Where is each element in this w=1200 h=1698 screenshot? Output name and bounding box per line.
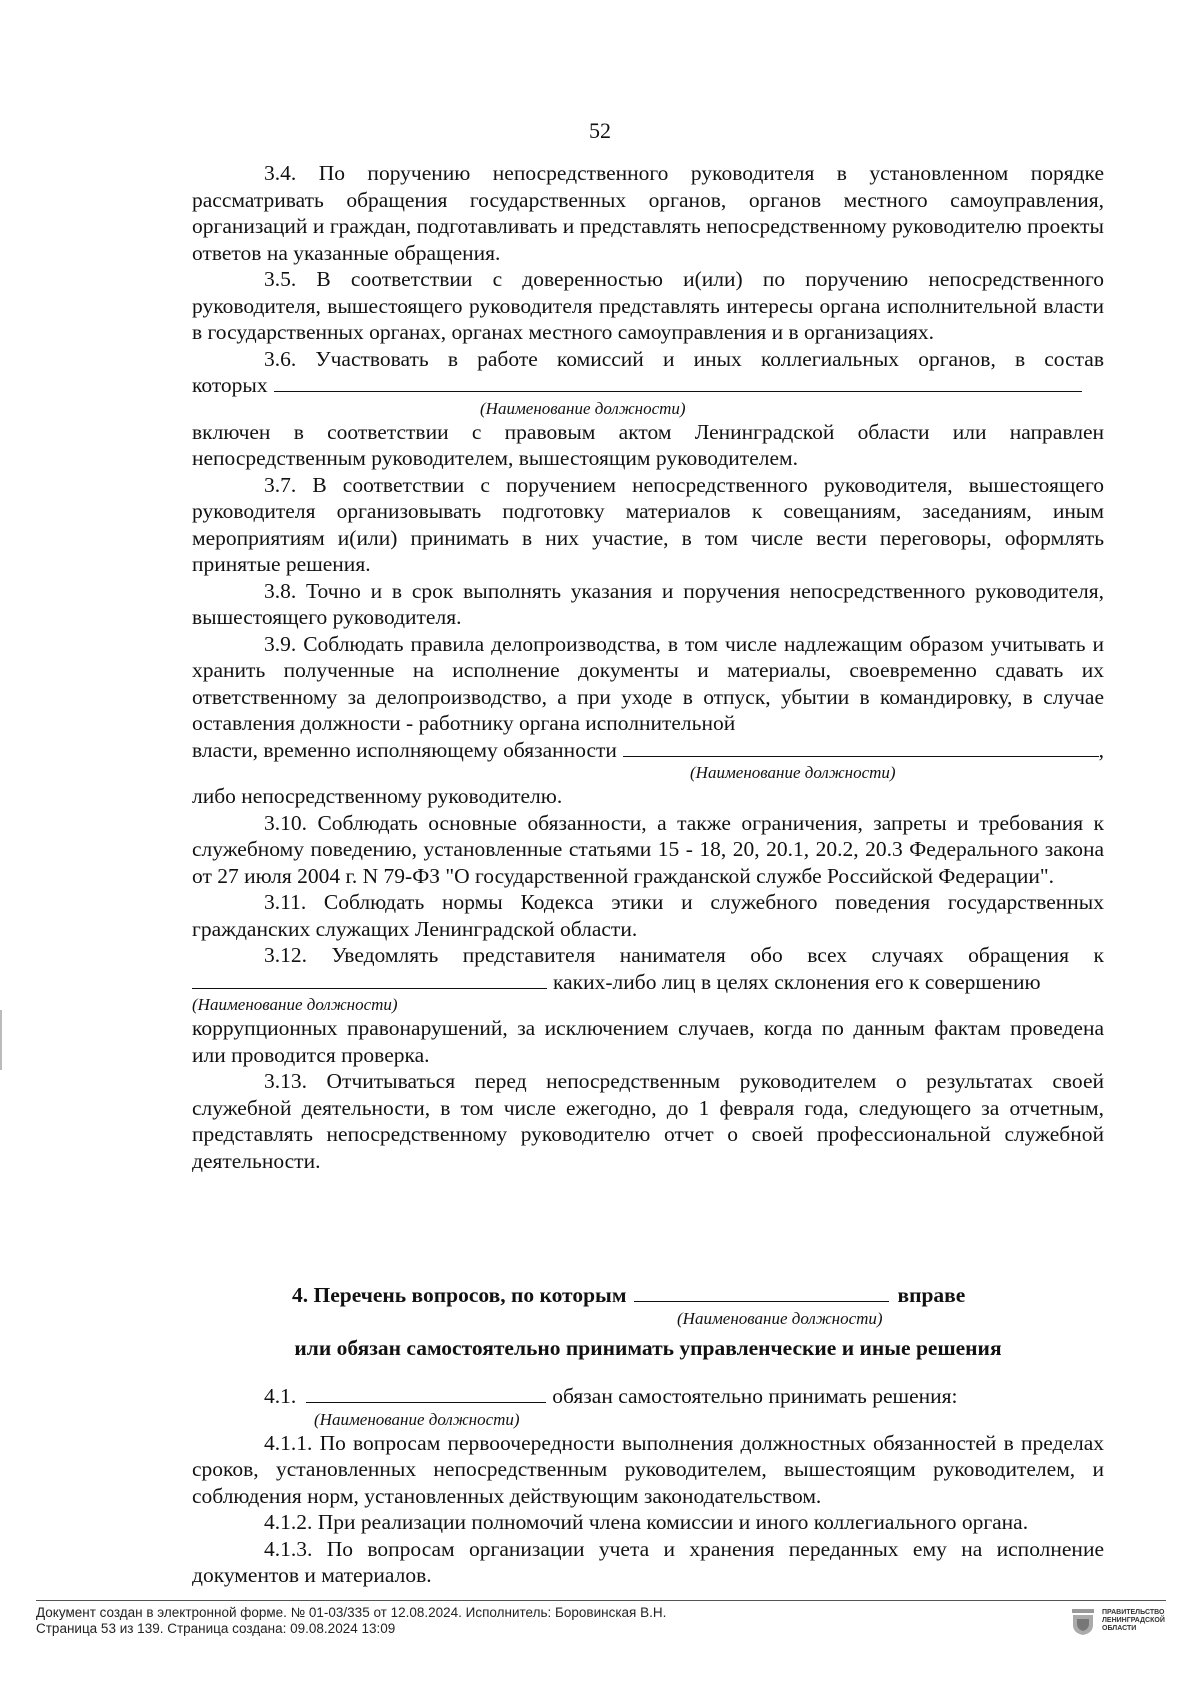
document-footer <box>36 1600 1166 1637</box>
section-4-body <box>192 1383 1104 1589</box>
heading-4-part-1: 4. Перечень вопросов, по которым <box>292 1283 627 1307</box>
paragraph-3-11: 3.11. Соблюдать нормы Кодекса этики и служебного поведения государственных гражданских служащих Ленинградской области. <box>192 890 1104 941</box>
paragraph-4-1-line <box>192 1383 1104 1410</box>
paragraph-4-1-number: 4.1. <box>264 1384 297 1408</box>
position-caption-2: (Наименование должности) <box>690 763 896 782</box>
position-blank-4 <box>634 1283 889 1302</box>
paragraph-4-1-1: 4.1.1. По вопросам первоочередности выполнения должностных обязанностей в пределах сроков, установленных непосредственным руководителем, вышестоящим руководителем, и соблюдения норм, установленных действующим законодательством. <box>192 1430 1104 1508</box>
section-4-heading <box>192 1282 1104 1361</box>
paragraph-3-6-which: которых <box>192 373 268 397</box>
footer-line-2: Страница 53 из 139. Страница создана: 09.08.2024 13:09 <box>36 1621 396 1636</box>
paragraph-3-13: 3.13. Отчитываться перед непосредственным руководителем о результатах своей служебной деятельности, в том числе ежегодно, до 1 февраля года, следующего за отчетным, представлять непосредственному руководителю отчет о своей профессиональной служебной деятельности. <box>192 1069 1104 1173</box>
paragraph-3-6-blank-line <box>192 372 1104 399</box>
paragraph-3-9-end: либо непосредственному руководителю. <box>192 784 563 808</box>
paragraph-3-4: 3.4. По поручению непосредственного руководителя в установленном порядке рассматривать обращения государственных органов, органов местного самоуправления, организаций и граждан, подготавливать и представлять непосредственному руководителю проекты ответов на указанные обращения. <box>192 161 1104 265</box>
heading-4-part-2: вправе <box>897 1283 966 1307</box>
paragraph-4-1-text: обязан самостоятельно принимать решения: <box>552 1384 958 1408</box>
paragraph-3-12-start: 3.12. Уведомлять представителя нанимателя обо всех случаях обращения к <box>264 943 1104 967</box>
page-number: 52 <box>589 118 611 143</box>
section-3-body <box>192 160 1104 1174</box>
position-caption-3: (Наименование должности) <box>192 995 398 1014</box>
position-caption-5: (Наименование должности) <box>314 1409 520 1429</box>
paragraph-3-7: 3.7. В соответствии с поручением непосредственного руководителя, вышестоящего руководителя организовывать подготовку материалов к совещаниям, заседаниям, иным мероприятиям и(или) принимать в них участие, в том числе вести переговоры, оформлять принятые решения. <box>192 472 1104 576</box>
paragraph-3-12-end: коррупционных правонарушений, за исключением случаев, когда по данным фактам проведена или проводится проверка. <box>192 1016 1104 1067</box>
paragraph-4-1-3: 4.1.3. По вопросам организации учета и хранения переданных ему на исполнение документов и материалов. <box>192 1536 1104 1587</box>
paragraph-4-1-2: 4.1.2. При реализации полномочий члена комиссии и иного коллегиального органа. <box>264 1510 1029 1534</box>
paragraph-3-6-start: 3.6. Участвовать в работе комиссий и иных коллегиальных органов, в состав <box>264 346 1104 371</box>
paragraph-3-12-blank-line <box>192 969 1104 996</box>
paragraph-3-9-duties: власти, временно исполняющему обязанности <box>192 737 617 762</box>
paragraph-3-10: 3.10. Соблюдать основные обязанности, а также ограничения, запреты и требования к служебному поведению, установленные статьями 15 - 18, 20, 20.1, 20.2, 20.3 Федерального закона от 27 июля 2004 г. N 79-ФЗ "О государственной гражданской службе Российской Федерации". <box>192 810 1104 888</box>
government-logo <box>1070 1606 1172 1636</box>
paragraph-3-5: 3.5. В соответствии с доверенностью и(или) по поручению непосредственного руководителя, вышестоящего руководителя представлять интересы органа исполнительной власти в государственных органах, органах местного самоуправления и в организациях. <box>192 267 1104 344</box>
paragraph-3-12-middle: каких-либо лиц в целях склонения его к совершению <box>553 969 1041 994</box>
paragraph-3-9-blank-line <box>192 737 1104 764</box>
scan-margin-mark <box>0 1010 2 1070</box>
paragraph-3-8: 3.8. Точно и в срок выполнять указания и поручения непосредственного руководителя, вышестоящего руководителя. <box>192 578 1104 629</box>
heading-4-line-1 <box>192 1282 1104 1309</box>
position-caption-4: (Наименование должности) <box>677 1308 883 1328</box>
coat-of-arms-icon <box>1070 1606 1096 1636</box>
position-caption-1: (Наименование должности) <box>480 398 686 418</box>
footer-line-1: Документ создан в электронной форме. № 01-03/335 от 12.08.2024. Исполнитель: Боровинская В.Н. <box>36 1605 667 1620</box>
position-blank-1 <box>274 373 1082 392</box>
logo-text: ПРАВИТЕЛЬСТВО ЛЕНИНГРАДСКОЙ ОБЛАСТИ <box>1102 1609 1165 1632</box>
comma: , <box>1098 737 1104 762</box>
position-blank-3 <box>192 970 547 989</box>
heading-4-line-2: или обязан самостоятельно принимать управленческие и иные решения <box>294 1335 1002 1360</box>
paragraph-3-6-end: включен в соответствии с правовым актом Ленинградской области или направлен непосредственным руководителем, вышестоящим руководителем. <box>192 419 1104 470</box>
paragraph-3-9-start: 3.9. Соблюдать правила делопроизводства, в том числе надлежащим образом учитывать и хранить полученные на исполнение документы и материалы, своевременно сдавать их ответственному за делопроизводство, а при уходе в отпуск, убытии в командировку, в случае оставления должности - работнику органа исполнительной <box>192 631 1104 735</box>
position-blank-5 <box>306 1384 546 1403</box>
position-blank-2 <box>623 738 1099 757</box>
